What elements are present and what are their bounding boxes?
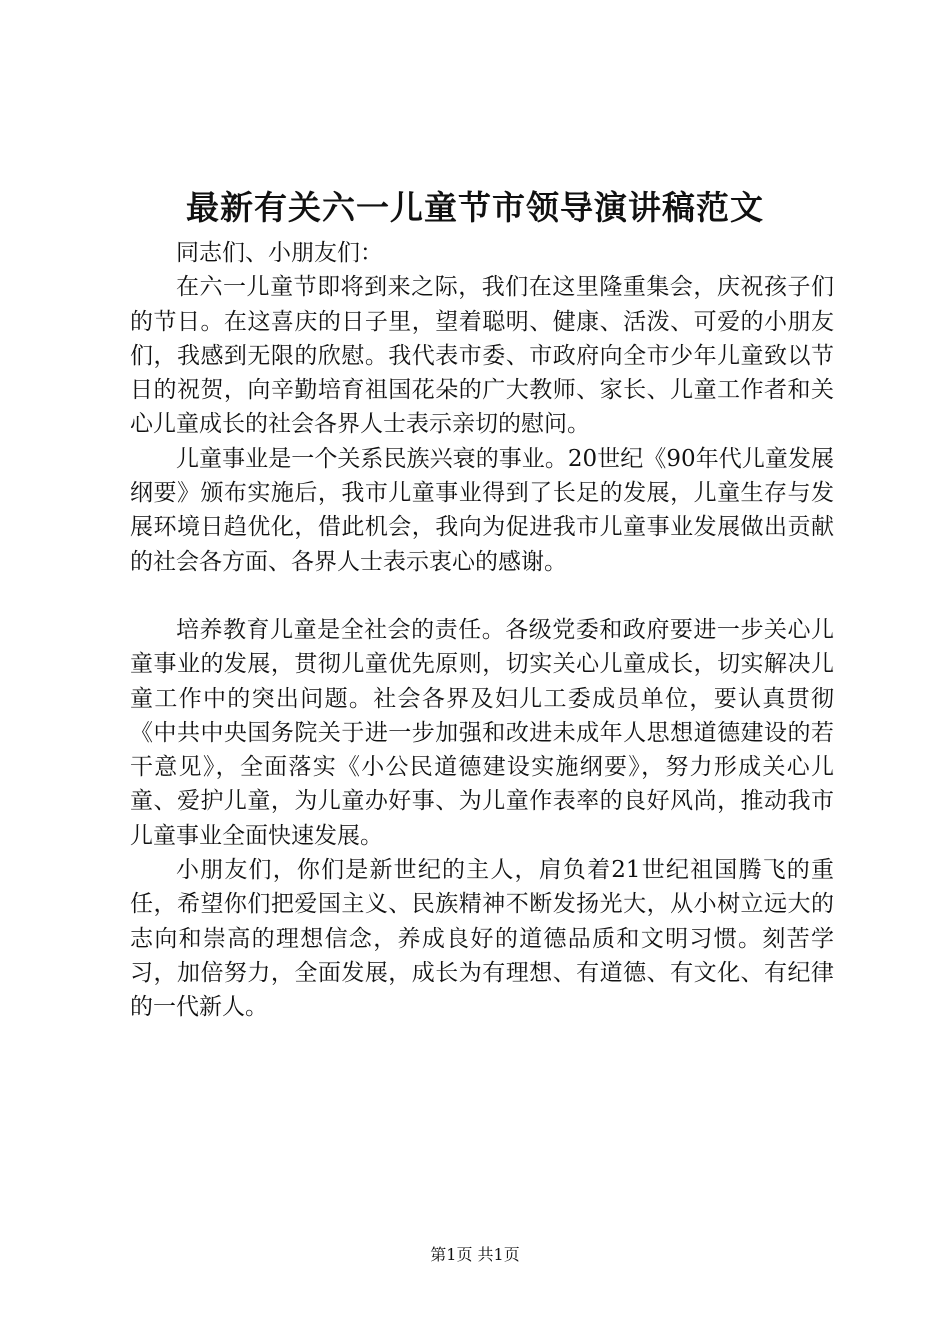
paragraph-1: 在六一儿童节即将到来之际，我们在这里隆重集会，庆祝孩子们的节日。在这喜庆的日子里，望着聪明、健康、活泼、可爱的小朋友们，我感到无限的欣慰。我代表市委、市政府向全市少年儿童致以节日的祝贺，向辛勤培育祖国花朵的广大教师、家长、儿童工作者和关心儿童成长的社会各界人士表示亲切的慰问。 bbox=[130, 274, 834, 438]
paragraph-2: 儿童事业是一个关系民族兴衰的事业。20世纪《90年代儿童发展纲要》颁布实施后，我市儿童事业得到了长足的发展，儿童生存与发展环境日趋优化，借此机会，我向为促进我市儿童事业发展做出贡献的社会各方面、各界人士表示衷心的感谢。 bbox=[130, 445, 834, 575]
document-title: 最新有关六一儿童节市领导演讲稿范文 bbox=[186, 188, 764, 227]
paragraph-3: 培养教育儿童是全社会的责任。各级党委和政府要进一步关心儿童事业的发展，贯彻儿童优先原则，切实关心儿童成长，切实解决儿童工作中的突出问题。社会各界及妇儿工委成员单位，要认真贯彻《中共中央国务院关于进一步加强和改进未成年人思想道德建设的若干意见》，全面落实《小公民道德建设实施纲要》，努力形成关心儿童、爱护儿童，为儿童办好事、为儿童作表率的良好风尚，推动我市儿童事业全面快速发展。 bbox=[130, 616, 834, 849]
salutation: 同志们、小朋友们： bbox=[176, 240, 383, 266]
paragraph-4: 小朋友们，你们是新世纪的主人，肩负着21世纪祖国腾飞的重任，希望你们把爱国主义、民族精神不断发扬光大，从小树立远大的志向和崇高的理想信念，养成良好的道德品质和文明习惯。刻苦学习，加倍努力，全面发展，成长为有理想、有道德、有文化、有纪律的一代新人。 bbox=[130, 857, 834, 1021]
page-number-footer: 第1页 共1页 bbox=[430, 1245, 520, 1264]
document-body bbox=[130, 236, 834, 1025]
